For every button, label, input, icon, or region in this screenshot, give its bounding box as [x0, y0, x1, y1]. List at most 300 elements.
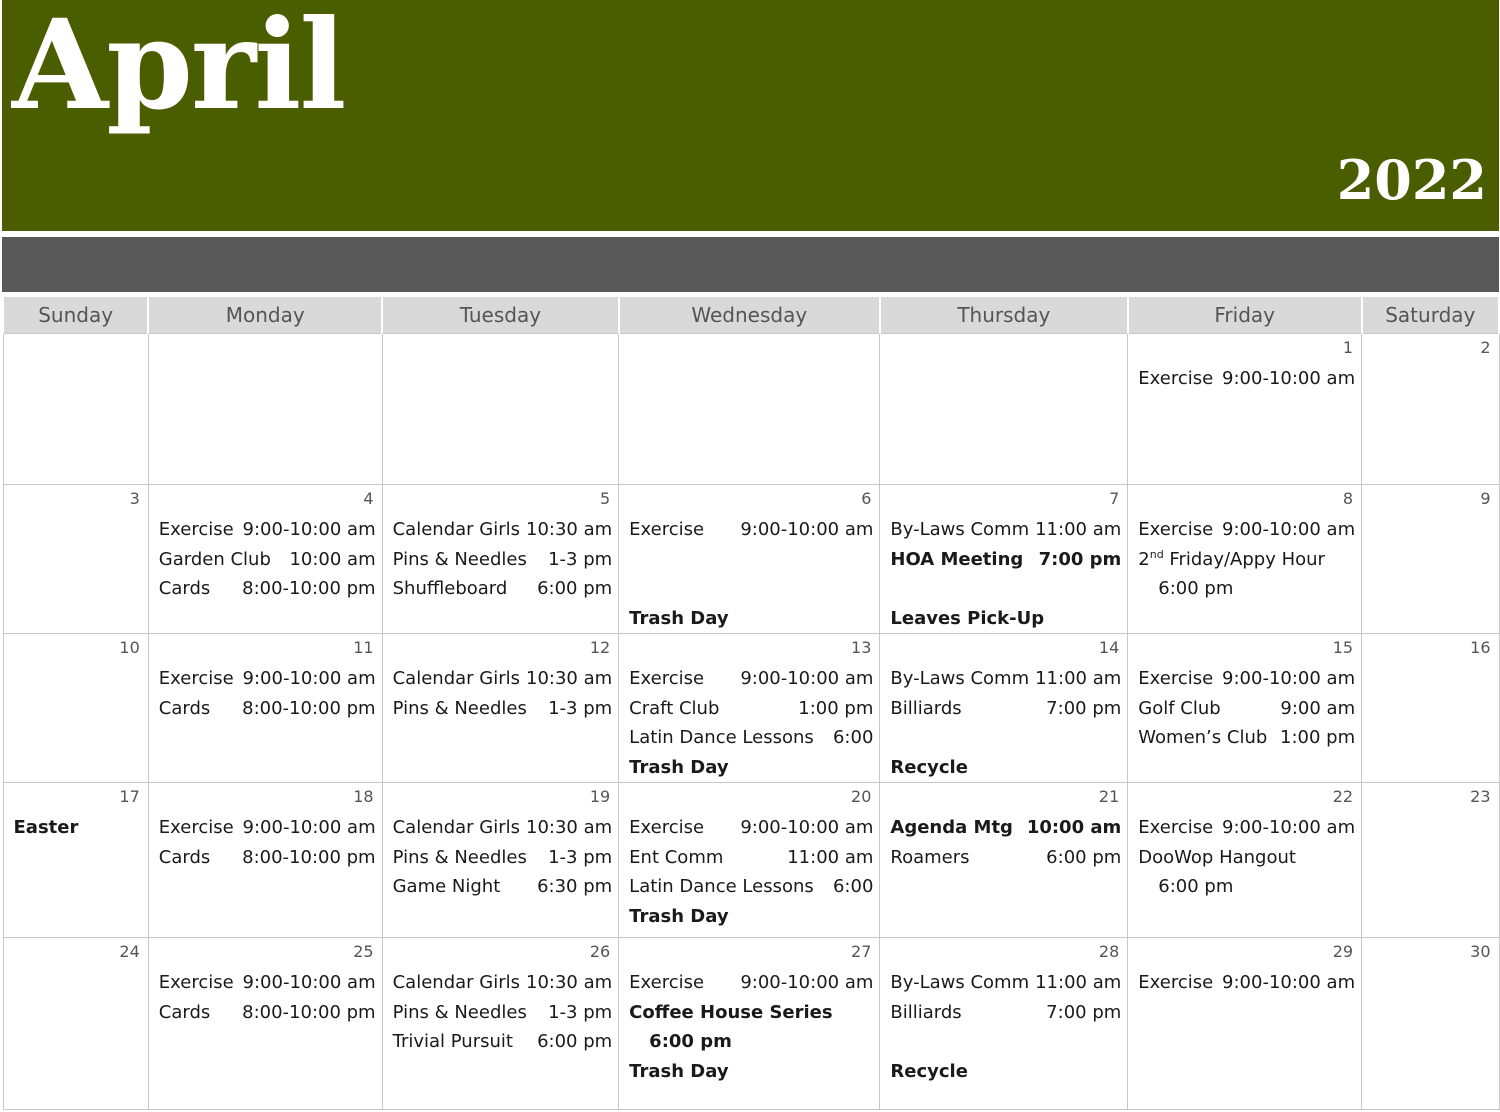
event-name-text: Pins & Needles	[392, 548, 527, 570]
event-item	[1138, 694, 1355, 724]
event-name-text: Trash Day	[629, 756, 729, 778]
empty-day-cell[interactable]	[3, 334, 148, 485]
event-item	[890, 843, 1121, 873]
event-time: 10:30 am	[526, 668, 613, 689]
weekday-monday: Monday	[148, 297, 382, 334]
event-item	[393, 813, 613, 843]
day-cell-29[interactable]	[1128, 938, 1362, 1110]
event-name	[890, 545, 1023, 575]
event-name-text: Shuffleboard	[392, 578, 508, 599]
event-name-text: Calendar Girls	[392, 668, 520, 689]
event-name	[159, 968, 234, 998]
event-item	[890, 604, 1121, 634]
event-item	[14, 813, 142, 843]
day-events	[1128, 938, 1361, 998]
event-name	[159, 545, 271, 575]
event-name	[1138, 364, 1213, 394]
day-cell-23[interactable]	[1362, 783, 1499, 938]
day-number: 17	[119, 787, 140, 806]
event-name-text: Cards	[158, 846, 211, 868]
event-name-text: Cards	[158, 1001, 211, 1023]
event-time: 8:00-10:00 pm	[242, 578, 376, 599]
event-name-text: Exercise	[158, 668, 234, 689]
event-time: 11:00 am	[1035, 519, 1122, 540]
event-name	[159, 998, 211, 1028]
day-events	[880, 485, 1127, 633]
day-cell-6[interactable]	[619, 485, 880, 634]
event-name-rest: Friday/Appy Hour	[1163, 548, 1325, 570]
event-name	[1138, 843, 1296, 873]
event-name-text: 6:00 pm	[649, 1031, 732, 1052]
event-name	[393, 515, 520, 545]
event-name	[890, 968, 1029, 998]
event-name	[393, 664, 520, 694]
event-time: 1-3 pm	[548, 846, 613, 868]
event-time: 6:30 pm	[537, 876, 613, 897]
event-name	[393, 968, 520, 998]
event-name-text: Women’s Club	[1138, 727, 1268, 748]
day-cell-8[interactable]	[1128, 485, 1362, 634]
event-item	[1138, 664, 1355, 694]
day-number: 11	[353, 638, 374, 657]
day-number: 23	[1470, 787, 1491, 806]
event-item	[629, 753, 873, 783]
event-time: 7:00 pm	[1038, 548, 1122, 570]
event-item	[159, 813, 376, 843]
event-item	[159, 664, 376, 694]
day-number: 29	[1332, 942, 1354, 961]
event-time: 9:00-10:00 am	[1222, 519, 1356, 540]
event-name-text: Exercise	[1138, 817, 1214, 838]
event-name	[629, 753, 728, 783]
event-time: 7:00 pm	[1046, 1001, 1122, 1023]
event-item	[629, 843, 873, 873]
calendar-header	[2, 0, 1499, 231]
day-number: 18	[353, 787, 374, 806]
day-number: 24	[119, 942, 140, 961]
event-name	[629, 1057, 728, 1087]
day-cell-2[interactable]	[1362, 334, 1499, 485]
event-name-text: Golf Club	[1138, 697, 1221, 719]
event-name	[159, 694, 211, 724]
event-name	[393, 1027, 513, 1057]
day-cell-22[interactable]	[1128, 783, 1362, 938]
event-item	[159, 998, 376, 1028]
event-name-text: Exercise	[1138, 368, 1214, 389]
day-number: 28	[1098, 942, 1120, 961]
weekday-tuesday: Tuesday	[382, 297, 619, 334]
event-name-text: HOA Meeting	[890, 548, 1024, 570]
event-time: 9:00-10:00 am	[740, 668, 874, 689]
event-name	[393, 545, 527, 575]
event-item	[1138, 968, 1355, 998]
event-name	[1138, 694, 1220, 724]
event-item	[1138, 872, 1355, 902]
event-time: 9:00-10:00 am	[1222, 668, 1356, 689]
event-name	[1138, 515, 1213, 545]
day-number: 27	[851, 942, 872, 961]
event-name	[393, 843, 527, 873]
event-item	[393, 574, 613, 604]
day-number: 1	[1342, 338, 1354, 357]
event-item	[1138, 843, 1355, 873]
event-name	[890, 1057, 968, 1087]
event-item	[629, 998, 873, 1028]
month-title: April	[12, 0, 345, 138]
event-time: 10:30 am	[526, 817, 613, 838]
day-number: 16	[1470, 638, 1491, 657]
event-name	[159, 843, 211, 873]
event-name-text: 6:00 pm	[1158, 578, 1234, 599]
event-name-text: Latin Dance Lessons	[629, 876, 814, 897]
day-events	[4, 334, 148, 364]
event-name	[1138, 813, 1213, 843]
event-name-text: Game Night	[392, 876, 501, 897]
day-number: 8	[1342, 489, 1354, 508]
event-item	[890, 753, 1121, 783]
weekday-header-row	[3, 297, 1499, 334]
event-name-text: Exercise	[629, 519, 705, 540]
day-events	[1128, 634, 1361, 753]
event-time: 11:00 am	[787, 846, 874, 868]
day-events	[1128, 783, 1361, 902]
day-cell-20[interactable]	[619, 783, 880, 938]
day-events	[383, 783, 619, 902]
day-number: 10	[119, 638, 140, 657]
day-number: 30	[1470, 942, 1491, 961]
event-name-text: Recycle	[890, 1060, 968, 1082]
event-time: 10:00 am	[289, 548, 376, 570]
ordinal-suffix: nd	[1149, 547, 1164, 561]
event-name-text: Easter	[13, 817, 79, 838]
day-events	[619, 783, 879, 931]
event-name	[14, 813, 79, 843]
event-name-text: Pins & Needles	[392, 846, 527, 868]
empty-day-cell[interactable]	[619, 334, 880, 485]
day-events	[383, 634, 619, 723]
day-events	[880, 334, 1127, 364]
day-number: 15	[1332, 638, 1354, 657]
day-number: 13	[851, 638, 872, 657]
event-name	[629, 664, 704, 694]
event-item	[1138, 574, 1355, 604]
event-time: 9:00-10:00 am	[740, 972, 874, 993]
event-time: 10:00 am	[1026, 817, 1122, 838]
week-row	[3, 783, 1499, 938]
day-number: 5	[599, 489, 611, 508]
day-events	[149, 938, 382, 1027]
event-item	[629, 968, 873, 998]
event-item	[890, 694, 1121, 724]
event-item	[159, 515, 376, 545]
event-time: 1-3 pm	[548, 697, 613, 719]
empty-day-cell[interactable]	[880, 334, 1128, 485]
day-cell-25[interactable]	[148, 938, 382, 1110]
event-name	[629, 723, 814, 753]
event-item	[393, 694, 613, 724]
day-cell-19[interactable]	[382, 783, 619, 938]
event-name	[890, 604, 1044, 634]
event-name-text: Calendar Girls	[392, 519, 520, 540]
day-cell-14[interactable]	[880, 634, 1128, 783]
day-cell-18[interactable]	[148, 783, 382, 938]
event-time: 6:00	[832, 876, 874, 897]
event-name-text: Billiards	[890, 1001, 962, 1023]
day-cell-12[interactable]	[382, 634, 619, 783]
event-name	[159, 813, 234, 843]
event-item	[393, 968, 613, 998]
day-number: 20	[851, 787, 872, 806]
event-item	[629, 694, 873, 724]
event-time: 8:00-10:00 pm	[242, 697, 376, 719]
day-events	[149, 334, 382, 364]
event-name-text: Cards	[158, 578, 211, 599]
day-number: 9	[1480, 489, 1491, 508]
event-item	[1138, 723, 1355, 753]
event-item	[629, 1057, 873, 1087]
event-item	[890, 998, 1121, 1028]
event-time: 9:00-10:00 am	[1222, 972, 1356, 993]
event-name	[629, 872, 814, 902]
day-events	[383, 334, 619, 364]
weekday-friday: Friday	[1128, 297, 1362, 334]
day-events	[1128, 485, 1361, 604]
event-item	[393, 664, 613, 694]
day-events	[383, 485, 619, 604]
event-item	[393, 843, 613, 873]
event-name-text: Craft Club	[629, 697, 720, 719]
day-cell-1[interactable]	[1128, 334, 1362, 485]
day-events	[383, 938, 619, 1057]
weekday-saturday: Saturday	[1362, 297, 1499, 334]
day-number: 14	[1098, 638, 1120, 657]
event-name	[393, 694, 527, 724]
day-cell-27[interactable]	[619, 938, 880, 1110]
event-name-text: Calendar Girls	[392, 817, 520, 838]
event-item	[890, 1057, 1121, 1087]
day-cell-28[interactable]	[880, 938, 1128, 1110]
event-name-text: By-Laws Comm	[890, 519, 1030, 540]
event-time: 9:00-10:00 am	[740, 817, 874, 838]
day-number: 6	[861, 489, 872, 508]
day-cell-10[interactable]	[3, 634, 148, 783]
event-time: 1-3 pm	[548, 548, 613, 570]
event-name-text: Pins & Needles	[392, 697, 527, 719]
event-name	[890, 813, 1013, 843]
day-number: 12	[589, 638, 611, 657]
weekday-thursday: Thursday	[880, 297, 1128, 334]
day-cell-5[interactable]	[382, 485, 619, 634]
event-name	[649, 1027, 732, 1057]
day-events	[149, 485, 382, 604]
event-name	[1158, 574, 1233, 604]
event-time: 9:00-10:00 am	[1222, 817, 1356, 838]
event-time: 10:30 am	[526, 519, 613, 540]
day-number: 21	[1098, 787, 1120, 806]
event-name-text: Exercise	[629, 817, 705, 838]
week-row	[3, 938, 1499, 1110]
day-number: 22	[1332, 787, 1354, 806]
event-item	[629, 515, 873, 545]
event-item	[393, 515, 613, 545]
event-item	[629, 1027, 873, 1057]
event-time: 9:00-10:00 am	[242, 972, 376, 993]
event-name-text: Calendar Girls	[392, 972, 520, 993]
event-item	[629, 872, 873, 902]
event-time: 8:00-10:00 pm	[242, 846, 376, 868]
day-events	[619, 938, 879, 1086]
day-events	[619, 634, 879, 782]
event-name	[1138, 545, 1325, 575]
event-time: 9:00-10:00 am	[242, 668, 376, 689]
event-item	[393, 1027, 613, 1057]
day-number: 7	[1109, 489, 1120, 508]
event-name-text: 6:00 pm	[1158, 876, 1234, 897]
event-name-text: By-Laws Comm	[890, 972, 1030, 993]
day-cell-17[interactable]	[3, 783, 148, 938]
event-name	[1138, 723, 1267, 753]
weekday-wednesday: Wednesday	[619, 297, 880, 334]
day-cell-4[interactable]	[148, 485, 382, 634]
event-name	[629, 968, 704, 998]
event-name	[890, 843, 969, 873]
event-time: 9:00-10:00 am	[242, 817, 376, 838]
event-item	[890, 664, 1121, 694]
year-title: 2022	[1336, 148, 1487, 212]
day-cell-26[interactable]	[382, 938, 619, 1110]
event-time: 6:00 pm	[1046, 846, 1122, 868]
event-name-text: Trash Day	[629, 905, 729, 927]
event-item	[890, 813, 1121, 843]
event-name	[1138, 968, 1213, 998]
day-number: 3	[129, 489, 140, 508]
day-events	[4, 485, 148, 515]
event-item	[393, 998, 613, 1028]
event-name	[890, 694, 961, 724]
event-name	[629, 998, 832, 1028]
event-time: 1:00 pm	[798, 697, 874, 719]
event-item	[1138, 364, 1355, 394]
day-cell-15[interactable]	[1128, 634, 1362, 783]
day-events	[619, 334, 879, 364]
day-events	[149, 634, 382, 723]
event-name	[159, 574, 211, 604]
day-events	[880, 938, 1127, 1086]
week-row	[3, 334, 1499, 485]
day-cell-16[interactable]	[1362, 634, 1499, 783]
event-item	[890, 515, 1121, 545]
event-item	[159, 968, 376, 998]
day-events	[880, 783, 1127, 872]
event-name	[1138, 664, 1213, 694]
event-name-text: Coffee House Series	[629, 1001, 833, 1023]
day-events	[149, 783, 382, 872]
event-time: 6:00 pm	[537, 578, 613, 599]
event-name-text: Exercise	[158, 519, 234, 540]
event-name	[629, 813, 704, 843]
event-name-text: Trivial Pursuit	[392, 1031, 513, 1052]
event-name-text: 2	[1138, 548, 1150, 570]
event-time: 1-3 pm	[548, 1001, 613, 1023]
event-item	[1138, 545, 1355, 575]
event-item	[393, 872, 613, 902]
event-name	[393, 872, 501, 902]
event-name	[629, 604, 728, 634]
day-number: 4	[363, 489, 374, 508]
event-time: 9:00-10:00 am	[740, 519, 874, 540]
event-time: 1:00 pm	[1280, 727, 1356, 748]
day-cell-24[interactable]	[3, 938, 148, 1110]
day-events	[1362, 485, 1498, 515]
event-item	[1138, 515, 1355, 545]
event-name-text: Roamers	[890, 846, 970, 868]
event-name-text: Recycle	[890, 756, 968, 778]
event-item	[629, 604, 873, 634]
event-item	[629, 723, 873, 753]
event-name	[393, 813, 520, 843]
event-name-text: Exercise	[629, 972, 705, 993]
day-cell-9[interactable]	[1362, 485, 1499, 634]
event-name	[890, 664, 1029, 694]
event-name	[159, 664, 234, 694]
event-name-text: Pins & Needles	[392, 1001, 527, 1023]
event-name-text: Leaves Pick-Up	[890, 607, 1045, 629]
day-cell-13[interactable]	[619, 634, 880, 783]
day-cell-21[interactable]	[880, 783, 1128, 938]
event-name	[629, 694, 719, 724]
header-band	[2, 237, 1499, 292]
day-events	[619, 485, 879, 633]
event-name-text: Trash Day	[629, 1060, 729, 1082]
event-name-text: Exercise	[1138, 972, 1214, 993]
event-item	[1138, 813, 1355, 843]
empty-day-cell[interactable]	[148, 334, 382, 485]
event-name	[393, 998, 527, 1028]
event-item	[629, 813, 873, 843]
week-row	[3, 634, 1499, 783]
event-name	[1158, 872, 1233, 902]
event-name	[393, 574, 508, 604]
empty-day-cell[interactable]	[382, 334, 619, 485]
event-name	[629, 902, 728, 932]
day-number: 26	[589, 942, 611, 961]
day-cell-3[interactable]	[3, 485, 148, 634]
day-cell-7[interactable]	[880, 485, 1128, 634]
day-cell-30[interactable]	[1362, 938, 1499, 1110]
event-name	[890, 998, 961, 1028]
event-name-text: DooWop Hangout	[1138, 846, 1296, 868]
day-number: 2	[1480, 338, 1491, 357]
event-name-text: Exercise	[1138, 519, 1214, 540]
event-item	[629, 664, 873, 694]
event-name	[629, 515, 704, 545]
event-name	[159, 515, 234, 545]
event-name-text: Agenda Mtg	[890, 817, 1013, 838]
event-name-text: Latin Dance Lessons	[629, 727, 814, 748]
event-time: 8:00-10:00 pm	[242, 1001, 376, 1023]
event-item	[629, 902, 873, 932]
event-name-text: Exercise	[158, 817, 234, 838]
day-cell-11[interactable]	[148, 634, 382, 783]
event-item	[393, 545, 613, 575]
event-item	[159, 694, 376, 724]
event-name	[890, 753, 968, 783]
event-time: 10:30 am	[526, 972, 613, 993]
event-time: 9:00 am	[1280, 697, 1356, 719]
event-item	[890, 968, 1121, 998]
calendar-grid	[2, 297, 1500, 1110]
day-events	[1362, 334, 1498, 364]
